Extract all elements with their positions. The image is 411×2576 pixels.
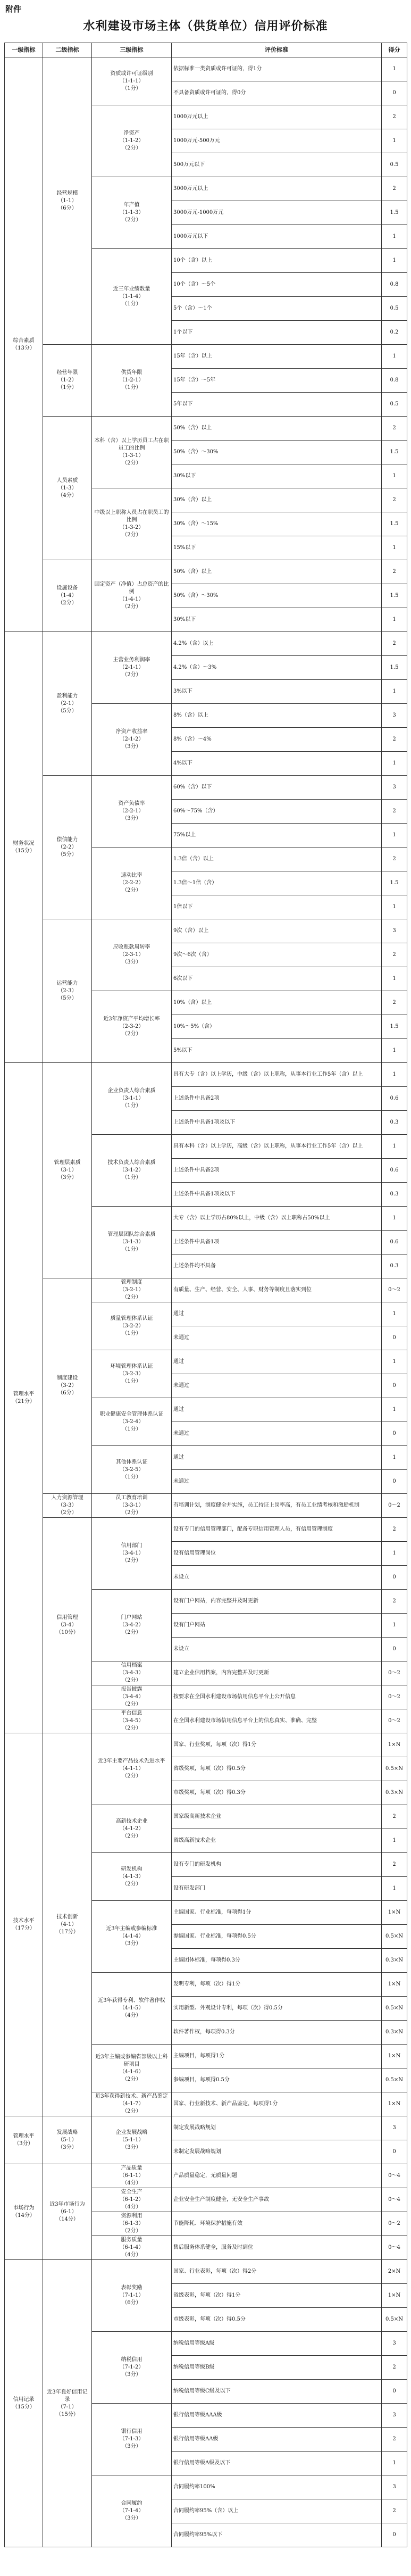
evaluation-criterion: 5年以下 — [172, 393, 382, 417]
level2-indicator: 人员素质 （1-3） （4分） — [43, 417, 92, 560]
score-value: 1×N — [382, 1901, 407, 1925]
level3-indicator: 管理制度 （3-2-1） （2分） — [92, 1278, 172, 1302]
score-value: 1 — [382, 895, 407, 919]
level2-indicator: 管理层素质 （3-1） （3分） — [43, 1063, 92, 1278]
score-value: 1 — [382, 1398, 407, 1422]
score-value: 0.8 — [382, 273, 407, 297]
score-value: 0 — [382, 1374, 407, 1398]
score-value: 2 — [382, 488, 407, 512]
evaluation-criterion: 省级奖项，每项（次）得0.5分 — [172, 1757, 382, 1781]
evaluation-criterion: 9次（含）以上 — [172, 919, 382, 943]
table-row — [5, 776, 407, 800]
evaluation-criterion: 8%（含）以上 — [172, 704, 382, 728]
level3-indicator: 门户网站 （3-4-2） （2分） — [92, 1590, 172, 1661]
table-row — [5, 1278, 407, 1302]
evaluation-criterion: 设有门户网站 — [172, 1614, 382, 1638]
score-value: 0.6 — [382, 1159, 407, 1183]
score-value: 0.3 — [382, 1254, 407, 1278]
level3-indicator: 表彰奖励 （7-1-1） （6分） — [92, 2260, 172, 2332]
score-value: 0.5×N — [382, 1997, 407, 2021]
score-value: 0 — [382, 1326, 407, 1350]
evaluation-criterion: 主编团体标准，每项得0.3分 — [172, 1949, 382, 1973]
score-value: 1 — [382, 752, 407, 776]
score-value: 3 — [382, 2116, 407, 2140]
evaluation-criterion: 5%以下 — [172, 1039, 382, 1063]
score-value: 1×N — [382, 2045, 407, 2068]
score-value: 1 — [382, 2452, 407, 2475]
score-value: 0.6 — [382, 1087, 407, 1111]
level3-indicator: 环境管理体系认证 （3-2-3） （1分） — [92, 1350, 172, 1398]
level3-indicator: 近三年业绩数量 （1-1-4） （1分） — [92, 249, 172, 345]
score-value: 2 — [382, 632, 407, 656]
score-value: 2 — [382, 1853, 407, 1877]
evaluation-table — [4, 43, 407, 2547]
score-value: 0.5 — [382, 153, 407, 177]
score-value: 0 — [382, 81, 407, 105]
score-value: 0～2 — [382, 1278, 407, 1302]
evaluation-criterion: 未设立 — [172, 1566, 382, 1590]
level3-indicator: 员工教育培训 （3-3-1） （2分） — [92, 1494, 172, 1518]
level3-indicator: 速动比率 （2-2-2） （2分） — [92, 847, 172, 919]
table-row — [5, 1494, 407, 1518]
level3-indicator: 管理层团队综合素质 （3-1-3） （1分） — [92, 1207, 172, 1278]
evaluation-criterion: 通过 — [172, 1446, 382, 1470]
score-value: 1.5 — [382, 512, 407, 536]
score-value: 1 — [382, 967, 407, 991]
evaluation-criterion: 50%（含）以上 — [172, 417, 382, 441]
score-value: 3 — [382, 776, 407, 800]
evaluation-criterion: 1.3倍～1倍（含） — [172, 871, 382, 895]
evaluation-criterion: 4%以下 — [172, 752, 382, 776]
evaluation-criterion: 60%（含）以下 — [172, 776, 382, 800]
evaluation-criterion: 50%（含）～30% — [172, 441, 382, 464]
level3-indicator: 平台信息 （3-4-5） （2分） — [92, 1709, 172, 1733]
evaluation-criterion: 60%～75%（含） — [172, 800, 382, 824]
evaluation-criterion: 合同履约率95%以下 — [172, 2523, 382, 2547]
evaluation-criterion: 国家级高新技术企业 — [172, 1805, 382, 1829]
score-value: 3 — [382, 2332, 407, 2356]
score-value: 1 — [382, 1829, 407, 1853]
level3-indicator: 职业健康安全管理体系认证 （3-2-4） （1分） — [92, 1398, 172, 1446]
evaluation-criterion: 上述条件中具备1项及以下 — [172, 1183, 382, 1207]
level2-indicator: 人力资源管理 （3-3） （2分） — [43, 1494, 92, 1518]
score-value: 0 — [382, 1422, 407, 1446]
evaluation-criterion: 省级表彰，每项（次）得1分 — [172, 2284, 382, 2308]
level3-indicator: 主营业务利润率 （2-1-1） （2分） — [92, 632, 172, 704]
table-row — [5, 919, 407, 943]
score-value: 1.5 — [382, 584, 407, 608]
score-value: 2×N — [382, 2260, 407, 2284]
column-header: 评价标准 — [172, 43, 382, 57]
evaluation-criterion: 有质量、生产、经营、安全、人事、财务等制度且落实到位 — [172, 1278, 382, 1302]
level1-indicator: 信用记录 （15分） — [5, 2260, 43, 2547]
evaluation-criterion: 参编项目，每项得0.5分 — [172, 2068, 382, 2092]
evaluation-criterion: 设有门户网站，内容完整并及时更新 — [172, 1590, 382, 1614]
level2-indicator: 近3年市场行为 （6-1） （14分） — [43, 2164, 92, 2260]
score-value: 3 — [382, 704, 407, 728]
score-value: 1 — [382, 225, 407, 249]
table-body — [5, 57, 407, 2547]
score-value: 0.3 — [382, 1183, 407, 1207]
level2-indicator: 设施设备 （1-4） （2分） — [43, 560, 92, 632]
table-header-row — [5, 43, 407, 57]
score-value: 1×N — [382, 2284, 407, 2308]
score-value: 2 — [382, 1518, 407, 1542]
score-value: 1×N — [382, 2092, 407, 2116]
score-value: 1 — [382, 1302, 407, 1326]
score-value: 1 — [382, 1039, 407, 1063]
evaluation-criterion: 合同履约率95%（含）以上 — [172, 2499, 382, 2523]
score-value: 0.5 — [382, 297, 407, 321]
evaluation-criterion: 具有本科（含）以上学历，高级（含）以上职称，从事本行业工作5年（含）以上 — [172, 1135, 382, 1159]
level3-indicator: 净资产收益率 （2-1-2） （3分） — [92, 704, 172, 776]
table-row — [5, 632, 407, 656]
evaluation-criterion: 建立企业信用档案，内容完整并及时更新 — [172, 1661, 382, 1685]
score-value: 1.5 — [382, 871, 407, 895]
level2-indicator: 信用管理 （3-4） （10分） — [43, 1518, 92, 1733]
evaluation-criterion: 4.2%（含）以上 — [172, 632, 382, 656]
evaluation-criterion: 上述条件中具备2项 — [172, 1087, 382, 1111]
evaluation-criterion: 合同履约率100% — [172, 2475, 382, 2499]
level3-indicator: 近3年主编或参编标准 （4-1-4） （3分） — [92, 1901, 172, 1973]
table-row — [5, 1518, 407, 1542]
score-value: 1.5 — [382, 656, 407, 680]
level3-indicator: 资源利用 （6-1-3） （2分） — [92, 2212, 172, 2236]
evaluation-criterion: 具有大专（含）以上学历，中级（含）以上职称，从事本行业工作5年（含）以上 — [172, 1063, 382, 1087]
evaluation-criterion: 有培训计划，制度健全并实施，员工持证上岗率高，有员工业绩考核和激励机制 — [172, 1494, 382, 1518]
level3-indicator: 产品质量 （6-1-1） （4分） — [92, 2164, 172, 2188]
level3-indicator: 资质或许可证级别 （1-1-1） （1分） — [92, 57, 172, 105]
level3-indicator: 纳税信用 （7-1-2） （3分） — [92, 2332, 172, 2404]
evaluation-criterion: 50%（含）～30% — [172, 584, 382, 608]
score-value: 0～4 — [382, 2164, 407, 2188]
evaluation-criterion: 1000万元以上 — [172, 105, 382, 129]
score-value: 0～4 — [382, 2188, 407, 2212]
score-value: 2 — [382, 417, 407, 441]
evaluation-criterion: 8%（含）～4% — [172, 728, 382, 752]
evaluation-criterion: 省级高新技术企业 — [172, 1829, 382, 1853]
table-row — [5, 2164, 407, 2188]
level2-indicator: 制度建设 （3-2） （6分） — [43, 1278, 92, 1494]
level3-indicator: 质量管理体系认证 （3-2-2） （1分） — [92, 1302, 172, 1350]
score-value: 0.5×N — [382, 2308, 407, 2332]
evaluation-criterion: 1个以下 — [172, 321, 382, 345]
evaluation-criterion: 纳税信用等级A级 — [172, 2332, 382, 2356]
level3-indicator: 近3年净资产平均增长率 （2-3-2） （2分） — [92, 991, 172, 1063]
table-row — [5, 1063, 407, 1087]
level3-indicator: 合同履约 （7-1-4） （3分） — [92, 2475, 172, 2547]
evaluation-criterion: 上述条件中具备2项 — [172, 1159, 382, 1183]
score-value: 1 — [382, 1207, 407, 1231]
score-value: 0～2 — [382, 1709, 407, 1733]
level3-indicator: 近3年主要产品技术先进水平 （4-1-1） （2分） — [92, 1733, 172, 1805]
evaluation-criterion: 在全国水利建设市场信用信息平台上的信息真实、准确、完整 — [172, 1709, 382, 1733]
score-value: 2 — [382, 1590, 407, 1614]
table-row — [5, 417, 407, 441]
table-row — [5, 560, 407, 584]
score-value: 0.6 — [382, 1231, 407, 1254]
score-value: 0 — [382, 2380, 407, 2404]
level3-indicator: 信用档案 （3-4-3） （2分） — [92, 1661, 172, 1685]
evaluation-criterion: 按要求在全国水利建设市场信用信息平台上公开信息 — [172, 1685, 382, 1709]
evaluation-criterion: 银行信用等级AA级 — [172, 2428, 382, 2452]
evaluation-criterion: 银行信用等级AAA级 — [172, 2404, 382, 2428]
evaluation-criterion: 大专（含）以上学历占80%以上，中级（含）以上职称占50%以上 — [172, 1207, 382, 1231]
score-value: 1.5 — [382, 201, 407, 225]
level3-indicator: 供货年限 （1-2-1） （1分） — [92, 345, 172, 417]
level3-indicator: 银行信用 （7-1-3） （3分） — [92, 2404, 172, 2475]
level2-indicator: 盈利能力 （2-1） （5分） — [43, 632, 92, 776]
evaluation-criterion: 主编项目，每项得1分 — [172, 2045, 382, 2068]
level3-indicator: 服务质量 （6-1-4） （4分） — [92, 2236, 172, 2260]
score-value: 0 — [382, 2140, 407, 2164]
evaluation-criterion: 上述条件中具备1项及以下 — [172, 1111, 382, 1135]
evaluation-criterion: 1倍以下 — [172, 895, 382, 919]
level1-indicator: 财务状况 （15分） — [5, 632, 43, 1063]
evaluation-criterion: 9次～6次（含） — [172, 943, 382, 967]
level3-indicator: 中级以上职称人员占在职员工的比例 （1-3-2） （2分） — [92, 488, 172, 560]
evaluation-criterion: 10个（含）以上 — [172, 249, 382, 273]
level1-indicator: 市场行为 （14分） — [5, 2164, 43, 2260]
score-value: 1.5 — [382, 441, 407, 464]
evaluation-criterion: 市级表彰，每项（次）得0.5分 — [172, 2308, 382, 2332]
level3-indicator: 安全生产 （6-1-2） （4分） — [92, 2188, 172, 2212]
evaluation-criterion: 设有信用管理岗位 — [172, 1542, 382, 1566]
evaluation-criterion: 1000万元-500万元 — [172, 129, 382, 153]
level2-indicator: 技术创新 （4-1） （17分） — [43, 1733, 92, 2116]
evaluation-criterion: 依据标准一类资质或许可证的，得1分 — [172, 57, 382, 81]
evaluation-criterion: 上述条件均不具备 — [172, 1254, 382, 1278]
score-value: 0～2 — [382, 1494, 407, 1518]
score-value: 1 — [382, 129, 407, 153]
score-value: 1 — [382, 345, 407, 369]
score-value: 1 — [382, 1350, 407, 1374]
evaluation-criterion: 通过 — [172, 1302, 382, 1326]
page-title: 水利建设市场主体（供货单位）信用评价标准 — [83, 19, 328, 33]
level3-indicator: 固定资产（净值）占总资产的比例 （1-4-1） （2分） — [92, 560, 172, 632]
evaluation-criterion: 4.2%（含）～3% — [172, 656, 382, 680]
score-value: 1 — [382, 1135, 407, 1159]
level3-indicator: 年产值 （1-1-3） （2分） — [92, 177, 172, 249]
score-value: 3 — [382, 2404, 407, 2428]
level3-indicator: 信用部门 （3-4-1） （2分） — [92, 1518, 172, 1590]
evaluation-criterion: 500万元以下 — [172, 153, 382, 177]
evaluation-criterion: 3000万元-1000万元 — [172, 201, 382, 225]
score-value: 1 — [382, 1446, 407, 1470]
evaluation-criterion: 50%（含）以上 — [172, 560, 382, 584]
evaluation-criterion: 未设立 — [172, 1638, 382, 1661]
evaluation-criterion: 产品质量稳定，无质量问题 — [172, 2164, 382, 2188]
level3-indicator: 资产负债率 （2-2-1） （3分） — [92, 776, 172, 847]
evaluation-criterion: 30%以下 — [172, 464, 382, 488]
score-value: 2 — [382, 991, 407, 1015]
score-value: 1 — [382, 824, 407, 847]
evaluation-criterion: 上述条件中具备1项 — [172, 1231, 382, 1254]
evaluation-criterion: 国家、行业表彰，每项（次）得2分 — [172, 2260, 382, 2284]
level3-indicator: 近3年获得新技术、新产品鉴定 （4-1-7） （2分） — [92, 2092, 172, 2116]
evaluation-criterion: 3000万元以上 — [172, 177, 382, 201]
level3-indicator: 本科（含）以上学历员工占在职员工的比例 （1-3-1） （2分） — [92, 417, 172, 488]
score-value: 2 — [382, 1805, 407, 1829]
score-value: 2 — [382, 728, 407, 752]
evaluation-criterion: 国家、行业新技术、新产品鉴定，每项得1分 — [172, 2092, 382, 2116]
evaluation-criterion: 不具备资质或许可证的，得0分 — [172, 81, 382, 105]
column-header: 二级指标 — [43, 43, 92, 57]
evaluation-criterion: 未制定发展战略规划 — [172, 2140, 382, 2164]
score-value: 0 — [382, 1566, 407, 1590]
score-value: 1×N — [382, 1973, 407, 1997]
evaluation-criterion: 主编国家、行业标准，每项得1分 — [172, 1901, 382, 1925]
score-value: 2 — [382, 800, 407, 824]
level2-indicator: 经营规模 （1-1） （6分） — [43, 57, 92, 345]
score-value: 0 — [382, 2523, 407, 2547]
score-value: 0.5×N — [382, 1757, 407, 1781]
evaluation-criterion: 国家、行业奖项，每项（次）得1分 — [172, 1733, 382, 1757]
score-value: 2 — [382, 943, 407, 967]
level3-indicator: 企业负责人综合素质 （3-1-1） （1分） — [92, 1063, 172, 1135]
evaluation-criterion: 制定发展战略规划 — [172, 2116, 382, 2140]
table-row — [5, 57, 407, 81]
evaluation-criterion: 1000万元以下 — [172, 225, 382, 249]
column-header: 一级指标 — [5, 43, 43, 57]
score-value: 0.3×N — [382, 2021, 407, 2045]
level2-indicator: 偿债能力 （2-2） （5分） — [43, 776, 92, 919]
score-value: 2 — [382, 2499, 407, 2523]
evaluation-criterion: 30%（含）～15% — [172, 512, 382, 536]
score-value: 0.2 — [382, 321, 407, 345]
table-row — [5, 2260, 407, 2284]
score-value: 0～2 — [382, 1685, 407, 1709]
evaluation-criterion: 企业安全生产制度健全，无安全生产事故 — [172, 2188, 382, 2212]
score-value: 2 — [382, 560, 407, 584]
score-value: 0～2 — [382, 1661, 407, 1685]
column-header: 三级指标 — [92, 43, 172, 57]
score-value: 0.5×N — [382, 2068, 407, 2092]
score-value: 1 — [382, 536, 407, 560]
level3-indicator: 其他体系认证 （3-2-5） （1分） — [92, 1446, 172, 1494]
table-row — [5, 345, 407, 369]
score-value: 0 — [382, 1638, 407, 1661]
evaluation-criterion: 发明专利，每项（次）得1分 — [172, 1973, 382, 1997]
column-header: 得分 — [382, 43, 407, 57]
evaluation-criterion: 实用新型、外观设计专利，每项（次）得0.5分 — [172, 1997, 382, 2021]
score-value: 3 — [382, 2475, 407, 2499]
level3-indicator: 企业发展战略 （5-1-1） （3分） — [92, 2116, 172, 2164]
score-value: 1 — [382, 1877, 407, 1901]
score-value: 0 — [382, 1470, 407, 1494]
evaluation-criterion: 设有专门的信用管理部门，配备专职信用管理人员，有信用管理制度 — [172, 1518, 382, 1542]
level3-indicator: 应收账款周转率 （2-3-1） （3分） — [92, 919, 172, 991]
table-row — [5, 2116, 407, 2140]
level3-indicator: 近3年获得专利、软件著作权 （4-1-5） （4分） — [92, 1973, 172, 2045]
level1-indicator: 管理水平 （3分） — [5, 2116, 43, 2164]
score-value: 0.5×N — [382, 1925, 407, 1949]
evaluation-criterion: 通过 — [172, 1350, 382, 1374]
evaluation-criterion: 10个（含）～5个 — [172, 273, 382, 297]
score-value: 1 — [382, 1614, 407, 1638]
evaluation-criterion: 银行信用等级A级及以下 — [172, 2452, 382, 2475]
level2-indicator: 经营年限 （1-2） （1分） — [43, 345, 92, 417]
evaluation-criterion: 纳税信用等级C级及以下 — [172, 2380, 382, 2404]
score-value: 2 — [382, 2356, 407, 2380]
score-value: 1 — [382, 680, 407, 704]
score-value: 2 — [382, 847, 407, 871]
evaluation-criterion: 30%以下 — [172, 608, 382, 632]
evaluation-criterion: 1.3倍（含）以上 — [172, 847, 382, 871]
level3-indicator: 净资产 （1-1-2） （2分） — [92, 105, 172, 177]
level2-indicator: 运营能力 （2-3） （5分） — [43, 919, 92, 1063]
score-value: 1 — [382, 249, 407, 273]
evaluation-criterion: 未通过 — [172, 1326, 382, 1350]
evaluation-criterion: 软件著作权，每项得0.3分 — [172, 2021, 382, 2045]
evaluation-criterion: 设有研发部门 — [172, 1877, 382, 1901]
evaluation-criterion: 市级奖项，每项（次）得0.3分 — [172, 1781, 382, 1805]
score-value: 0.5 — [382, 393, 407, 417]
score-value: 3 — [382, 919, 407, 943]
evaluation-criterion: 纳税信用等级B级 — [172, 2356, 382, 2380]
evaluation-criterion: 10%～5%（含） — [172, 1015, 382, 1039]
evaluation-criterion: 节能降耗、环境保护措施有效 — [172, 2212, 382, 2236]
score-value: 0.8 — [382, 369, 407, 393]
score-value: 1 — [382, 1063, 407, 1087]
evaluation-criterion: 售后服务体系健全，服务及时到位 — [172, 2236, 382, 2260]
level1-indicator: 技术水平 （17分） — [5, 1733, 43, 2116]
evaluation-criterion: 参编国家、行业标准，每项得0.5分 — [172, 1925, 382, 1949]
evaluation-criterion: 5个（含）～1个 — [172, 297, 382, 321]
level3-indicator: 技术负责人综合素质 （3-1-2） （1分） — [92, 1135, 172, 1207]
level1-indicator: 综合素质 （13分） — [5, 57, 43, 632]
score-value: 0.3 — [382, 1111, 407, 1135]
score-value: 1 — [382, 608, 407, 632]
score-value: 1×N — [382, 1733, 407, 1757]
evaluation-criterion: 设有专门的研发机构 — [172, 1853, 382, 1877]
level3-indicator: 近3年主编或参编省部级以上科研项目 （4-1-6） （2分） — [92, 2045, 172, 2092]
evaluation-criterion: 15%以下 — [172, 536, 382, 560]
evaluation-criterion: 15年（含）～5年 — [172, 369, 382, 393]
evaluation-criterion: 6次以下 — [172, 967, 382, 991]
score-value: 1 — [382, 57, 407, 81]
score-value: 2 — [382, 2428, 407, 2452]
level3-indicator: 研发机构 （4-1-3） （2分） — [92, 1853, 172, 1901]
evaluation-criterion: 75%以上 — [172, 824, 382, 847]
evaluation-criterion: 未通过 — [172, 1374, 382, 1398]
score-value: 0.3×N — [382, 1949, 407, 1973]
score-value: 1 — [382, 464, 407, 488]
evaluation-criterion: 10%（含）以上 — [172, 991, 382, 1015]
score-value: 1.5 — [382, 1015, 407, 1039]
score-value: 0.3×N — [382, 1781, 407, 1805]
score-value: 0～2 — [382, 2212, 407, 2236]
level1-indicator: 管理水平 （21分） — [5, 1063, 43, 1733]
level2-indicator: 发展战略 （5-1） （3分） — [43, 2116, 92, 2164]
attachment-label: 附件 — [5, 4, 22, 14]
evaluation-criterion: 15年（含）以上 — [172, 345, 382, 369]
evaluation-criterion: 未通过 — [172, 1470, 382, 1494]
evaluation-criterion: 未通过 — [172, 1422, 382, 1446]
level2-indicator: 近3年良好信用记录 （7-1） （15分） — [43, 2260, 92, 2547]
level3-indicator: 高新技术企业 （4-1-2） （2分） — [92, 1805, 172, 1853]
table-row — [5, 1733, 407, 1757]
score-value: 0～4 — [382, 2236, 407, 2260]
score-value: 1 — [382, 1542, 407, 1566]
evaluation-criterion: 通过 — [172, 1398, 382, 1422]
score-value: 2 — [382, 105, 407, 129]
level3-indicator: 报告披露 （3-4-4） （2分） — [92, 1685, 172, 1709]
evaluation-criterion: 30%（含）以上 — [172, 488, 382, 512]
score-value: 2 — [382, 177, 407, 201]
evaluation-criterion: 3%以下 — [172, 680, 382, 704]
